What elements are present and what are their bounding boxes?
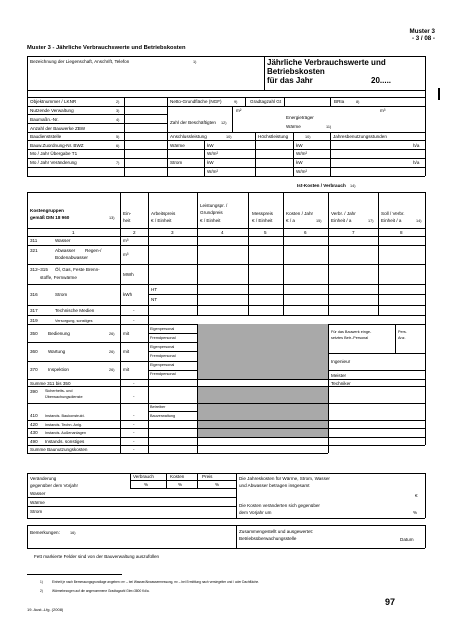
col-kosten-footnote: 15): [316, 219, 322, 223]
kg-321-code: 321: [30, 248, 38, 253]
kg-370-fremdpersonal: Fremdpersonal: [150, 372, 176, 376]
muster-label: Muster 3: [409, 28, 435, 35]
col-arbeitspreis: Arbeitspreis: [151, 211, 176, 216]
form-subtitle: Muster 3 - Jährliche Verbrauchswerte und Betriebskosten: [27, 45, 186, 51]
col-grundpreis-unit: € / Einheit: [200, 218, 221, 223]
col-messpreis: Messpreis: [252, 211, 273, 216]
kg-312-label: Öl, Gas, Feste Brenn-: [55, 267, 100, 272]
summe-311-350-label: Summe 311 bis 350: [30, 381, 71, 386]
kg-360-mit: mit: [123, 349, 130, 354]
footnote-1-number: 1): [40, 580, 43, 584]
baumassnahme-label: Baumaßn.-Nr.: [30, 117, 59, 122]
hoechstleistung-label: Höchstleistung: [258, 134, 289, 139]
kg-370-label: Inspektion: [48, 367, 69, 372]
strom-hpa-unit: h/a: [413, 160, 420, 165]
bauwerk-zuordnung-label: Bauw.Zuordnung-Nr. BWZ: [30, 143, 84, 148]
kg-350-mit: mit: [123, 331, 130, 336]
kg-410-label: Instands. Baukonstrukt.: [45, 414, 85, 418]
ist-kosten-title: Ist-Kosten / Verbrauch: [297, 183, 346, 188]
grayed-area-personal: [197, 324, 328, 379]
kg-350-label: Bedienung: [48, 331, 70, 336]
verbrauch-col-label: Verbrauch: [133, 474, 154, 479]
tarif-nt: NT: [151, 297, 158, 302]
nutzende-footnote: 3): [116, 109, 120, 113]
property-label: Bezeichnung der Liegenschaft, Anschrift, Telefon: [30, 59, 130, 64]
energietraeger-label: Energieträger: [286, 115, 314, 120]
kg-490-code: 490: [30, 439, 38, 444]
kg-321-unit: m³: [123, 252, 129, 257]
kg-312-label-2: stoffe, Fernwärme: [40, 275, 77, 280]
baudienststelle-label: Baudienststelle: [30, 134, 62, 139]
veraenderung-label: Veränderung: [30, 476, 57, 481]
kg-312-unit: MWh: [123, 272, 134, 277]
col-messpreis-unit: € / Einheit: [252, 218, 273, 223]
col-kg-footnote: 13): [109, 216, 115, 220]
preis-col-label: Preis: [202, 474, 213, 479]
kg-317-dash: -: [133, 308, 135, 313]
strom-row-label: Strom: [170, 160, 183, 165]
techniker-label: Techniker: [331, 381, 351, 386]
waerme-kw-unit: kW: [207, 143, 214, 148]
betreiber-label: Betreiber: [150, 405, 166, 409]
waerme-hpa-unit: h/a: [413, 143, 420, 148]
jahreskosten-text: Die Jahreskosten für Wärme, Strom, Wasser: [239, 476, 330, 481]
strom-wm2-unit: W/m²: [207, 169, 218, 174]
kg-410-code: 410: [30, 413, 38, 418]
anzahl-bauwerke-label: Anzahl der Bauwerke ZBW: [30, 126, 86, 131]
kg-370-footnote: 26): [109, 368, 115, 372]
form-year[interactable]: 20.....: [371, 76, 392, 85]
netto-grundflaeche-label: Netto-Grundfläche (NGF): [170, 99, 222, 104]
mo-jahr-ver-footnote: 7): [116, 161, 120, 165]
kg-360-fremdpersonal: Fremdpersonal: [150, 354, 176, 358]
veraenderung-date-label: Mo / Jahr Veränderung: [30, 160, 77, 165]
betriebsueberwachung-label: Betriebsüberwachungsstelle: [239, 536, 297, 541]
kg-360-label: Wartung: [48, 349, 66, 354]
gradtagzahl-label: Gradtagzahl Gt: [250, 99, 282, 104]
kg-321-label-2: Bodenabwasser: [55, 255, 88, 260]
kg-430-dash: -: [133, 430, 135, 435]
datum-label: Datum: [400, 537, 414, 542]
edge-marker: [438, 88, 440, 100]
objektnummer-footnote: 2): [116, 100, 120, 104]
kosten-pct: %: [178, 482, 183, 487]
waerme-footnote: 11): [326, 125, 332, 129]
kg-350-fremdpersonal: Fremdpersonal: [150, 336, 176, 340]
col-number-3: 3: [171, 230, 174, 235]
kg-430-code: 430: [30, 430, 38, 435]
kg-410-dash: -: [133, 413, 135, 418]
kg-420-code: 420: [30, 422, 38, 427]
wm2-unit-2: W/m²: [296, 151, 307, 156]
energietraeger-waerme: Wärme: [286, 124, 301, 129]
kg-370-code: 370: [30, 367, 38, 372]
bri-unit: m³: [380, 108, 386, 113]
ngf-unit: m²: [236, 108, 242, 113]
kg-370-eigenpersonal: Eigenpersonal: [150, 363, 175, 367]
kg-370-mit: mit: [123, 367, 130, 372]
kg-319-dash: -: [133, 318, 135, 323]
verbrauch-pct: %: [144, 482, 149, 487]
kg-390-label-2: Überwachungsdienste: [45, 395, 83, 399]
edition-label: 19. Aust.-Lfg. (2008): [27, 607, 64, 612]
kg-311-label: Wasser: [55, 238, 71, 243]
col-grundpreis: Grundpreis: [200, 210, 223, 215]
jahreskosten-text-2: und Abwasser betragen insgesamt: [239, 483, 310, 488]
kg-360-code: 360: [30, 349, 38, 354]
waerme-row-label: Wärme: [170, 143, 185, 148]
kg-321-label-b: Regen-/: [85, 248, 102, 253]
kg-420-label: Instands. Techn. Anlg.: [45, 423, 83, 427]
kosten-veraendert-text-2: dem Vorjahr um: [239, 510, 272, 515]
beschaeftigte-footnote: 12): [221, 121, 227, 125]
preis-pct: %: [215, 482, 220, 487]
kg-316-unit: kWh: [123, 292, 133, 297]
col-number-2: 2: [133, 230, 136, 235]
uebergabe-t1-label: Mo / Jahr Übergabe T1: [30, 151, 78, 156]
waerme-kw-unit-2: kW: [296, 143, 303, 148]
bemerkungen-label: Bemerkungen:: [30, 530, 60, 535]
meister-label: Meister: [331, 373, 347, 378]
summe-311-dash: -: [133, 381, 135, 386]
footnote-2-number: 2): [40, 589, 43, 593]
col-number-7: 7: [352, 230, 355, 235]
kg-360-eigenpersonal: Eigenpersonal: [150, 345, 175, 349]
bri-footnote: 8): [356, 100, 360, 104]
betriebspersonal-label-2: setztes Betr.-Personal: [331, 336, 369, 340]
kosten-veraendert-text: Die Kosten veränderten sich gegenüber: [239, 503, 320, 508]
baumassn-footnote: 4): [116, 118, 120, 122]
hoechst-footnote: 10): [305, 135, 311, 139]
kg-317-label: Technische Medien: [55, 308, 95, 313]
kg-430-label: Instands. Außenanlagen: [45, 431, 86, 435]
kg-319-label: Versorgung, sonstiges: [55, 319, 93, 323]
kg-390-dash: -: [133, 394, 135, 399]
col-einheit: Ein-: [123, 211, 132, 216]
beschaeftigte-label: Zahl der Beschäftigten: [170, 120, 216, 125]
ist-kosten-footnote: 14): [350, 184, 356, 188]
col-number-1: 1: [72, 230, 75, 235]
betriebspersonal-label: Für das Bauwerk einge-: [331, 330, 372, 334]
form-title-line1: Jährliche Verbrauchswerte und: [267, 58, 386, 67]
tarif-ht: HT: [151, 287, 158, 292]
gegenueber-vorjahr-label: gegenüber dem Vorjahr: [30, 483, 79, 488]
grayed-area-390: [197, 386, 328, 403]
col-verbr-footnote: 17): [368, 219, 374, 223]
strom-kw-unit-2: kW: [296, 160, 303, 165]
kg-316-code: 316: [30, 292, 38, 297]
col-leistungspreis: Leistungspr. /: [200, 203, 228, 208]
kg-350-footnote: 26): [109, 332, 115, 336]
nutzende-verwaltung-label: Nutzende Verwaltung: [30, 108, 74, 113]
col-kosten-jahr: Kosten / Jahr: [286, 211, 314, 216]
form-title-line3: für das Jahr: [267, 76, 313, 85]
kg-312-code: 312–315: [30, 267, 48, 272]
kg-350-code: 350: [30, 331, 38, 336]
pers-anz-label: Pers.: [398, 330, 407, 334]
netto-footnote: 9): [234, 100, 238, 104]
strom-label: Strom: [30, 509, 43, 514]
col-number-4: 4: [221, 230, 224, 235]
col-number-5: 5: [264, 230, 267, 235]
anschluss-footnote: 10): [226, 135, 232, 139]
kg-311-code: 311: [30, 238, 38, 243]
col-soll-verbrauch: Soll / Verbr.: [381, 211, 405, 216]
ingenieur-label: Ingenieur: [331, 359, 351, 364]
kg-317-code: 317: [30, 308, 38, 313]
kg-316-label: Strom: [55, 292, 68, 297]
kg-390-label: Sicherheits- und: [45, 389, 73, 393]
jahresbenutzung-label: Jahresbenutzungsstunden: [333, 134, 387, 139]
zusammengestellt-label: Zusammengestellt und ausgewertet:: [239, 529, 314, 534]
footnote-1-text: Einheit je nach Bemessungsgrundlage angeben: m³ – bei Wasser/Abwassermessung, m² – bei Ermittlung nach versiegelter und / oder Dachfläche.: [52, 580, 260, 584]
kg-390-code: 390: [30, 389, 38, 394]
col-verbrauch-unit: Einheit / a: [331, 218, 352, 223]
fett-markiert-note: Fett markierte Felder sind von der Bauverwaltung auszufüllen: [34, 554, 160, 559]
wasser-label: Wasser: [30, 491, 46, 496]
muster-page-code: - 3 / 08 -: [411, 35, 435, 42]
euro-sign: €: [415, 493, 418, 498]
col-number-6: 6: [304, 230, 307, 235]
strom-wm2-unit-2: W/m²: [296, 169, 307, 174]
footnote-2-text: Wärmebezogen auf die angenommene Gradtagzahl Gtm=3800 Kd/a.: [52, 589, 150, 593]
kg-360-footnote: 26): [109, 350, 115, 354]
pers-anz-label-2: Anz.: [398, 336, 406, 340]
kosten-col-label: Kosten: [170, 474, 185, 479]
kg-350-eigenpersonal: Eigenpersonal: [150, 327, 175, 331]
kg-321-label: Abwasser: [55, 248, 76, 253]
col-arbeitspreis-unit: € / Einheit: [151, 218, 172, 223]
objektnummer-label: Objektnummer / LKNR: [30, 99, 77, 104]
col-soll-footnote: 14): [416, 219, 422, 223]
strom-kw-unit: kW: [207, 160, 214, 165]
summe-bau-dash: -: [133, 447, 135, 452]
kg-311-unit: m³: [123, 238, 129, 243]
col-number-8: 8: [400, 230, 403, 235]
property-footnote: 1): [193, 60, 197, 64]
col-einheit-2: heit: [123, 218, 131, 223]
anschlussleistung-label: Anschlussleistung: [170, 134, 207, 139]
col-verbrauch-jahr: Verbr. / Jahr: [331, 211, 356, 216]
kg-420-dash: -: [133, 422, 135, 427]
waerme-label: Wärme: [30, 500, 45, 505]
col-kostengruppen: Kostengruppen: [30, 208, 64, 213]
baudienststelle-footnote: 5): [116, 135, 120, 139]
veraenderung-pct: %: [413, 510, 418, 515]
kg-490-label: Instands. sonstiges: [45, 439, 85, 444]
col-kosten-jahr-unit: € / a: [286, 218, 295, 223]
col-soll-unit: Einheit / a: [381, 218, 402, 223]
form-title-line2: Betriebskosten: [267, 67, 325, 76]
wm2-unit: W/m²: [207, 151, 218, 156]
summe-baunutzungskosten-label: Summe Baunutzungskosten: [30, 447, 88, 452]
kg-319-code: 319: [30, 318, 38, 323]
col-kostengruppen-din: gemäß DIN 18 960: [30, 215, 70, 220]
bri-label: BRIa: [334, 99, 345, 104]
bemerkungen-footnote: 16): [70, 531, 76, 535]
kg-490-dash: -: [133, 439, 135, 444]
page-number: 97: [385, 597, 396, 607]
bauverwaltung-label: Bauverwaltung: [150, 414, 176, 418]
bauw-zuord-footnote: 6): [116, 144, 120, 148]
